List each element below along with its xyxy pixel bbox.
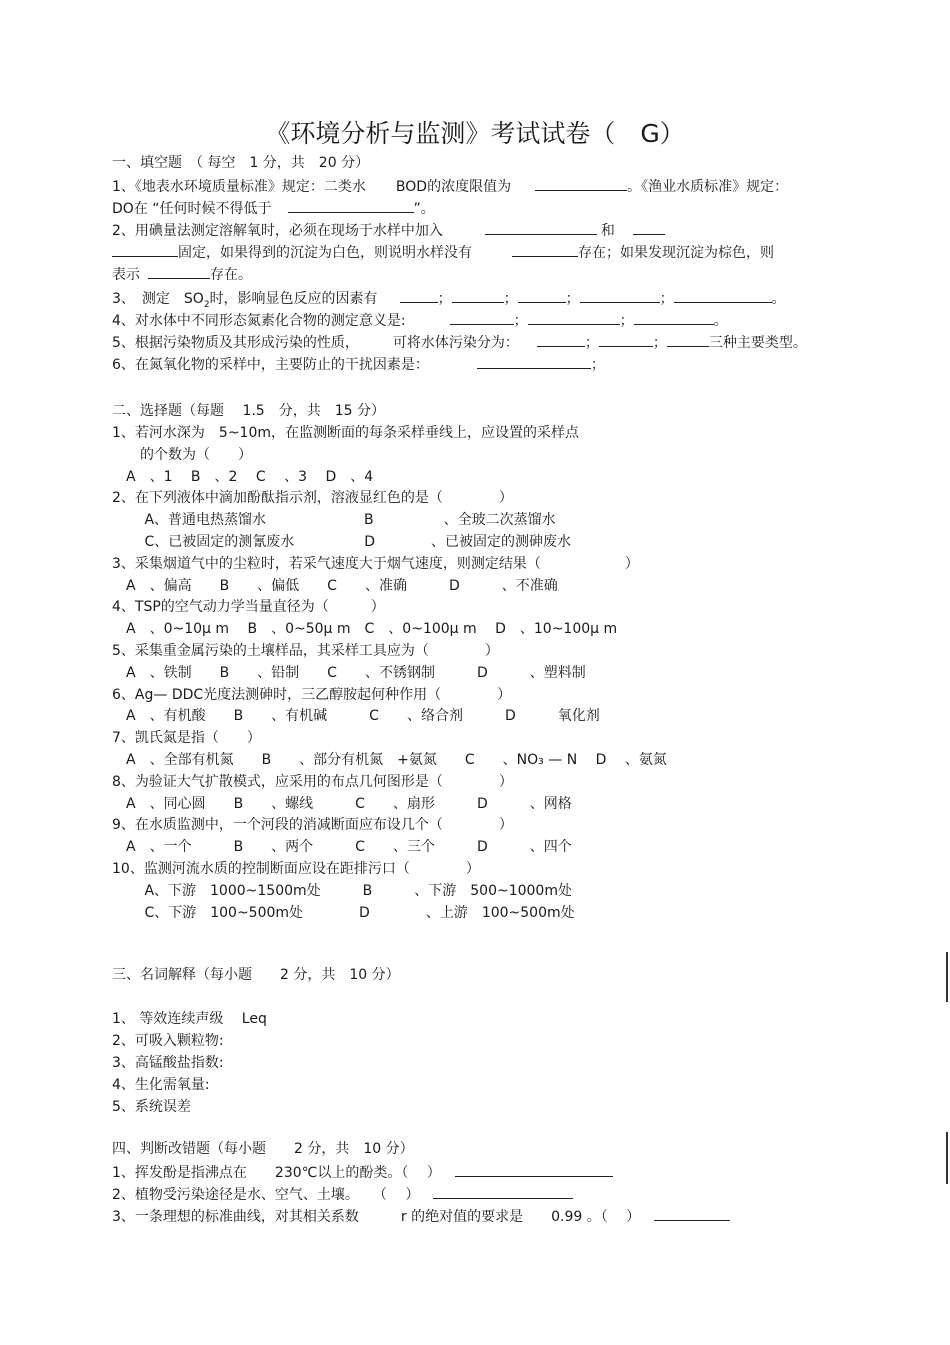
text: 6、在氮氧化物的采样中，主要防止的干扰因素是： — [112, 357, 429, 373]
choice-line: A 、有机酸 B 、有机碱 C 、络合剂 D 氧化剂 — [112, 708, 600, 725]
section-2-heading: 二、选择题（每题 1.5 分，共 15 分） — [112, 403, 385, 419]
text: DO在 “任何时候不得低于 — [112, 201, 272, 217]
text: 。《渔业水质标准》规定： — [627, 179, 789, 195]
page-edge-mark — [946, 952, 948, 1002]
separator: ； — [590, 357, 605, 373]
choice-line: 9、在水质监测中，一个河段的消减断面应布设几个（ ） — [112, 817, 513, 834]
text: 存在。 — [210, 267, 252, 283]
fill-q5 — [112, 332, 807, 352]
text: 1、《地表水环境质量标准》规定：二类水 — [112, 179, 366, 195]
section-3-heading: 三、名词解释（每小题 2 分，共 10 分） — [112, 967, 400, 983]
fill-q6 — [112, 354, 605, 374]
answer-blank[interactable] — [674, 288, 772, 303]
text: BOD — [395, 179, 428, 195]
choice-line: 7、凯氏氮是指（ ） — [112, 730, 261, 747]
answer-blank[interactable] — [452, 288, 504, 303]
choice-line: 的个数为（ ） — [112, 446, 252, 463]
correction-blank[interactable] — [654, 1206, 730, 1221]
choice-line: A 、1 B 、2 C 、3 D 、4 — [112, 468, 374, 485]
choice-line: C、下游 100~500m处 D 、上游 100~500m处 — [112, 904, 575, 921]
choice-line: C、已被固定的测氰废水 D 、已被固定的测砷废水 — [112, 534, 572, 550]
answer-blank[interactable] — [112, 242, 178, 257]
text: 2、用碘量法测定溶解氧时，必须在现场于水样中加入 — [112, 223, 443, 239]
choice-line: 3、采集烟道气中的尘粒时，若采气速度大于烟气速度，则测定结果（ ） — [112, 555, 639, 572]
term-item: 4、生化需氧量: — [112, 1077, 210, 1093]
choice-line: 2、在下列液体中滴加酚酞指示剂，溶液显红色的是（ ） — [112, 490, 513, 507]
fill-q4 — [112, 310, 728, 330]
fill-q2-line-c — [112, 264, 252, 284]
answer-blank[interactable] — [537, 332, 585, 347]
choice-line: A 、0~10μ m B 、0~50μ m C 、0~100μ m D 、10~100μ m — [112, 621, 618, 638]
separator: 。 — [771, 291, 786, 307]
fill-q1-line-a — [112, 176, 788, 196]
fill-q1-line-b — [112, 198, 435, 218]
answer-blank[interactable] — [634, 310, 714, 325]
text: ”。 — [413, 201, 435, 217]
choice-line: A 、一个 B 、两个 C 、三个 D 、四个 — [112, 839, 572, 856]
answer-blank[interactable] — [518, 288, 566, 303]
text: 存在；如果发现沉淀为棕色，则 — [578, 245, 774, 261]
answer-blank[interactable] — [599, 332, 653, 347]
true-false-q3 — [112, 1206, 730, 1226]
choice-line: A 、铁制 B 、铅制 C 、不锈钢制 D 、塑料制 — [112, 664, 586, 681]
term-item: 1、 等效连续声级 Leq — [112, 1011, 267, 1027]
choice-line: A 、同心圆 B 、螺线 C 、扇形 D 、网格 — [112, 795, 572, 812]
choice-line: 10、监测河流水质的控制断面应设在距排污口（ ） — [112, 861, 480, 877]
exam-title: 《环境分析与监测》考试试卷（ G） — [265, 119, 685, 148]
page-edge-mark — [946, 1132, 948, 1184]
choice-line: A 、全部有机氮 B 、部分有机氮 +氨氮 C 、NO₃ — N D 、氨氮 — [112, 752, 667, 768]
answer-blank[interactable] — [485, 220, 597, 235]
answer-blank[interactable] — [288, 198, 414, 213]
separator: ； — [513, 313, 528, 329]
true-false-q2 — [112, 1184, 573, 1204]
text: 4、对水体中不同形态氮素化合物的测定意义是: — [112, 313, 406, 329]
separator: ； — [437, 291, 452, 307]
text: 和 — [600, 223, 615, 239]
true-false-q1 — [112, 1162, 613, 1182]
text: 5、根据污染物质及其形成污染的性质， — [112, 335, 359, 351]
separator: 。 — [713, 313, 728, 329]
term-item: 5、系统误差 — [112, 1099, 191, 1115]
fill-q2-line-a — [112, 220, 665, 240]
choice-line: 5、采集重金属污染的土壤样品，其采样工具应为（ ） — [112, 643, 499, 659]
choice-line: A、普通电热蒸馏水 B 、全玻二次蒸馏水 — [112, 512, 556, 529]
answer-blank[interactable] — [450, 310, 514, 325]
section-1-heading: 一、填空题 （ 每空 1 分，共 20 分） — [112, 155, 370, 171]
answer-blank[interactable] — [633, 220, 665, 235]
separator: ； — [652, 335, 667, 351]
correction-blank[interactable] — [455, 1162, 613, 1177]
answer-blank[interactable] — [400, 288, 438, 303]
text: 时，影响显色反应的因素有 — [209, 291, 378, 307]
choice-line: A 、偏高 B 、偏低 C 、准确 D 、不准确 — [112, 577, 558, 594]
text: 固定，如果得到的沉淀为白色，则说明水样没有 — [178, 245, 472, 261]
correction-blank[interactable] — [433, 1184, 573, 1199]
separator: ； — [659, 291, 674, 307]
choice-line: 6、Ag— DDC光度法测砷时，三乙醇胺起何种作用（ ） — [112, 686, 512, 703]
separator: ； — [565, 291, 580, 307]
choice-line: A、下游 1000~1500m处 B 、下游 500~1000m处 — [112, 882, 572, 899]
text: 三种主要类型。 — [708, 335, 807, 351]
text: 3、 测定 SO — [112, 291, 204, 307]
answer-blank[interactable] — [580, 288, 660, 303]
text: 2、植物受污染途径是水、空气、土壤。 （ ） — [112, 1187, 420, 1203]
answer-blank[interactable] — [535, 176, 627, 191]
answer-blank[interactable] — [512, 242, 578, 257]
text: 的浓度限值为 — [427, 179, 512, 195]
separator: ； — [619, 313, 634, 329]
text: 可将水体污染分为： — [392, 335, 519, 351]
subscript-2: 2 — [203, 299, 210, 310]
term-item: 3、高锰酸盐指数: — [112, 1055, 224, 1071]
term-item: 2、可吸入颗粒物: — [112, 1033, 224, 1049]
text: 3、一条理想的标准曲线，对其相关系数 r 的绝对值的要求是 0.99 。（ ） — [112, 1209, 641, 1225]
separator: ； — [584, 335, 599, 351]
separator: ； — [503, 291, 518, 307]
text: 表示 — [112, 267, 140, 283]
fill-q2-line-b — [112, 242, 774, 262]
answer-blank[interactable] — [477, 354, 591, 369]
text: 1、挥发酚是指沸点在 230℃以上的酚类。（ ） — [112, 1165, 441, 1181]
answer-blank[interactable] — [148, 264, 210, 279]
answer-blank[interactable] — [528, 310, 620, 325]
choice-line: 8、为验证大气扩散模式，应采用的布点几何图形是（ ） — [112, 773, 513, 790]
choice-line: 1、若河水深为 5~10m，在监测断面的每条采样垂线上，应设置的采样点 — [112, 425, 579, 441]
answer-blank[interactable] — [667, 332, 709, 347]
section-4-heading: 四、判断改错题（每小题 2 分，共 10 分） — [112, 1141, 414, 1157]
choice-line: 4、TSP的空气动力学当量直径为（ ） — [112, 599, 385, 616]
